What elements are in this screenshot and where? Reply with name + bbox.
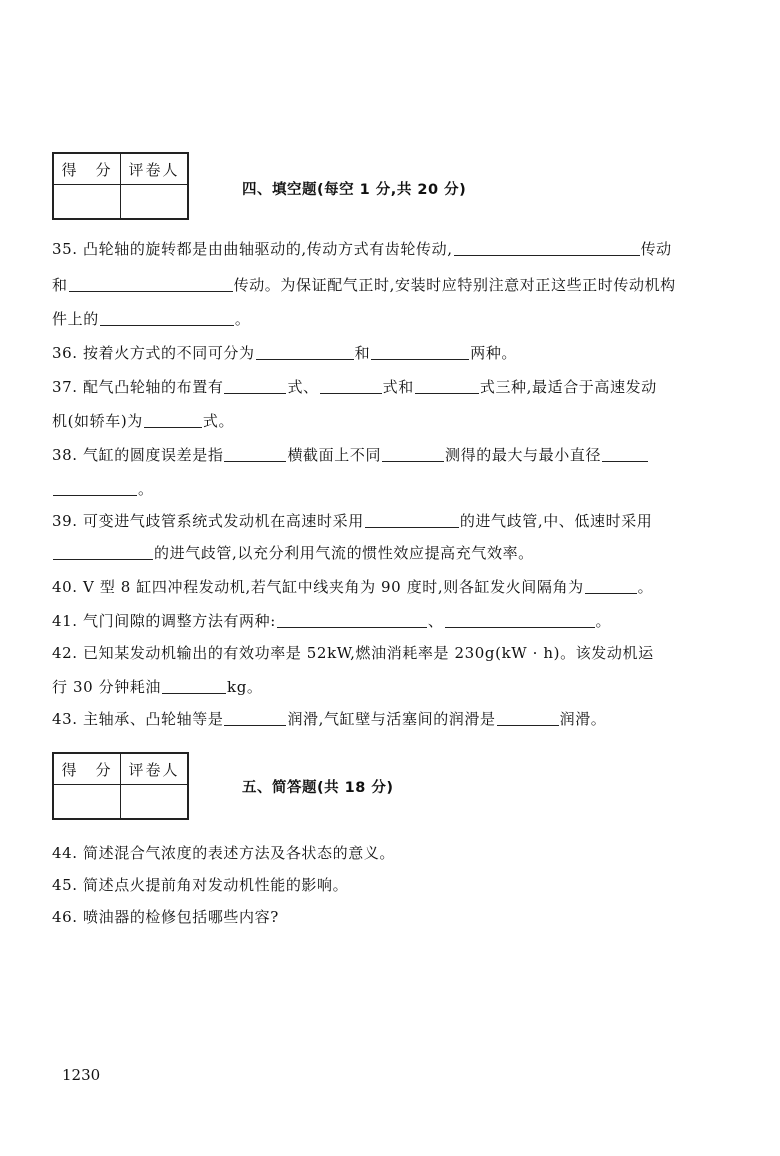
question-39-line1: 39. 可变进气歧管系统式发动机在高速时采用 的进气歧管,中、低速时采用: [52, 512, 653, 530]
page-number: 1230: [62, 1066, 101, 1084]
blank[interactable]: [69, 275, 233, 292]
grader-cell: [121, 185, 189, 220]
question-37-line2: 机(如轿车)为 式。: [52, 412, 235, 430]
score-table-section4: [52, 152, 189, 220]
blank[interactable]: [224, 709, 286, 726]
blank[interactable]: [277, 611, 427, 628]
score-table-section5: [52, 752, 189, 820]
question-46: 46. 喷油器的检修包括哪些内容?: [52, 908, 279, 926]
section5-title: 五、简答题(共 18 分): [242, 780, 394, 796]
grader-cell: [121, 785, 189, 820]
blank[interactable]: [224, 445, 286, 462]
blank[interactable]: [320, 377, 382, 394]
score-cell: [53, 785, 121, 820]
blank[interactable]: [585, 577, 637, 594]
score-cell: [53, 185, 121, 220]
question-42-line1: 42. 已知某发动机输出的有效功率是 52kW,燃油消耗率是 230g(kW · h)。该发动机运: [52, 644, 654, 662]
question-35-line1: 35. 凸轮轴的旋转都是由曲轴驱动的,传动方式有齿轮传动, 传动: [52, 240, 672, 258]
question-39-line2: 的进气歧管,以充分利用气流的惯性效应提高充气效率。: [52, 536, 728, 570]
blank[interactable]: [100, 309, 234, 326]
blank[interactable]: [454, 239, 640, 256]
blank[interactable]: [144, 411, 202, 428]
blank[interactable]: [53, 543, 153, 560]
blank[interactable]: [445, 611, 595, 628]
blank[interactable]: [415, 377, 479, 394]
question-41: 41. 气门间隙的调整方法有两种: 、 。: [52, 612, 612, 630]
score-header: 得 分: [53, 753, 121, 785]
question-36: 36. 按着火方式的不同可分为 和 两种。: [52, 344, 518, 362]
blank[interactable]: [162, 677, 226, 694]
blank[interactable]: [365, 511, 459, 528]
grader-header: 评卷人: [121, 153, 189, 185]
question-35-line3: 件上的 。: [52, 310, 251, 328]
question-37-line1: 37. 配气凸轮轴的布置有 式、 式和 式三种,最适合于高速发动: [52, 378, 657, 396]
blank[interactable]: [224, 377, 286, 394]
blank[interactable]: [53, 479, 137, 496]
question-44: 44. 简述混合气浓度的表述方法及各状态的意义。: [52, 844, 396, 862]
question-42-line2: 行 30 分钟耗油 kg。: [52, 678, 263, 696]
section4-title: 四、填空题(每空 1 分,共 20 分): [242, 182, 467, 198]
question-35-line2: 和 传动。为保证配气正时,安装时应特别注意对正这些正时传动机构: [52, 276, 676, 294]
question-38-line2: 。: [52, 472, 728, 506]
question-43: 43. 主轴承、凸轮轴等是 润滑,气缸壁与活塞间的润滑是 润滑。: [52, 710, 607, 728]
score-header: 得 分: [53, 153, 121, 185]
blank[interactable]: [497, 709, 559, 726]
grader-header: 评卷人: [121, 753, 189, 785]
question-45: 45. 简述点火提前角对发动机性能的影响。: [52, 876, 349, 894]
blank[interactable]: [256, 343, 354, 360]
question-40: 40. V 型 8 缸四冲程发动机,若气缸中线夹角为 90 度时,则各缸发火间隔角为 。: [52, 578, 654, 596]
blank[interactable]: [382, 445, 444, 462]
blank[interactable]: [602, 445, 648, 462]
question-38-line1: 38. 气缸的圆度误差是指 横截面上不同 测得的最大与最小直径: [52, 438, 728, 472]
blank[interactable]: [371, 343, 469, 360]
